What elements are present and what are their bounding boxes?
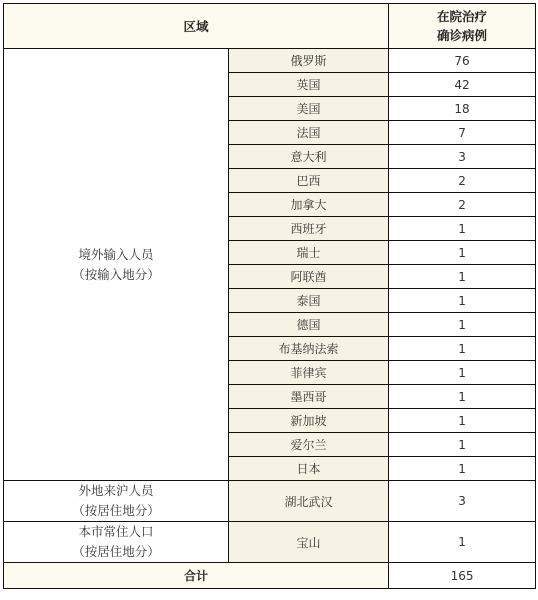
case-count-cell: 1 (389, 522, 536, 563)
case-count-cell: 1 (389, 385, 536, 409)
case-count-cell: 18 (389, 97, 536, 121)
region-header: 区域 (4, 4, 389, 49)
case-count-cell: 76 (389, 49, 536, 73)
cases-header-line1: 在院治疗 (437, 9, 488, 24)
cases-header-line2: 确诊病例 (437, 28, 488, 43)
case-count-cell: 1 (389, 241, 536, 265)
case-count-cell: 1 (389, 265, 536, 289)
case-count-cell: 1 (389, 289, 536, 313)
case-count-cell: 7 (389, 121, 536, 145)
case-count-cell: 1 (389, 313, 536, 337)
country-cell: 菲律宾 (229, 361, 389, 385)
place-cell: 宝山 (229, 522, 389, 563)
imported-group-label-line1: 境外输入人员 (78, 246, 154, 262)
country-cell: 德国 (229, 313, 389, 337)
table-row (4, 481, 536, 522)
case-count-cell: 42 (389, 73, 536, 97)
country-cell: 西班牙 (229, 217, 389, 241)
case-count-cell: 2 (389, 193, 536, 217)
local-residents-group-label (4, 522, 229, 563)
local-residents-group-label-line2: （按居住地分） (72, 544, 160, 559)
case-count-cell: 3 (389, 481, 536, 522)
country-cell: 意大利 (229, 145, 389, 169)
country-cell: 泰国 (229, 289, 389, 313)
place-cell: 湖北武汉 (229, 481, 389, 522)
total-row (4, 563, 536, 589)
case-count-cell: 2 (389, 169, 536, 193)
country-cell: 日本 (229, 457, 389, 481)
case-count-cell: 1 (389, 361, 536, 385)
total-label: 合计 (4, 563, 389, 589)
country-cell: 俄罗斯 (229, 49, 389, 73)
case-count-cell: 1 (389, 337, 536, 361)
case-statistics-table (3, 3, 536, 589)
cases-header (389, 4, 536, 49)
country-cell: 布基纳法索 (229, 337, 389, 361)
other-regions-group-label-line2: （按居住地分） (72, 503, 160, 518)
case-count-cell: 3 (389, 145, 536, 169)
country-cell: 加拿大 (229, 193, 389, 217)
country-cell: 法国 (229, 121, 389, 145)
imported-group-label-line2: （按输入地分） (72, 266, 160, 282)
imported-group-label (4, 49, 229, 481)
country-cell: 瑞士 (229, 241, 389, 265)
case-count-cell: 1 (389, 433, 536, 457)
other-regions-group-label (4, 481, 229, 522)
table-row (4, 49, 536, 73)
case-count-cell: 1 (389, 457, 536, 481)
table-header-row (4, 4, 536, 49)
country-cell: 墨西哥 (229, 385, 389, 409)
other-regions-group-label-line1: 外地来沪人员 (78, 483, 154, 498)
country-cell: 阿联酋 (229, 265, 389, 289)
table-row (4, 522, 536, 563)
country-cell: 新加坡 (229, 409, 389, 433)
total-value: 165 (389, 563, 536, 589)
table-body (4, 49, 536, 589)
case-count-cell: 1 (389, 409, 536, 433)
country-cell: 英国 (229, 73, 389, 97)
country-cell: 美国 (229, 97, 389, 121)
country-cell: 爱尔兰 (229, 433, 389, 457)
local-residents-group-label-line1: 本市常住人口 (78, 524, 154, 539)
case-count-cell: 1 (389, 217, 536, 241)
country-cell: 巴西 (229, 169, 389, 193)
